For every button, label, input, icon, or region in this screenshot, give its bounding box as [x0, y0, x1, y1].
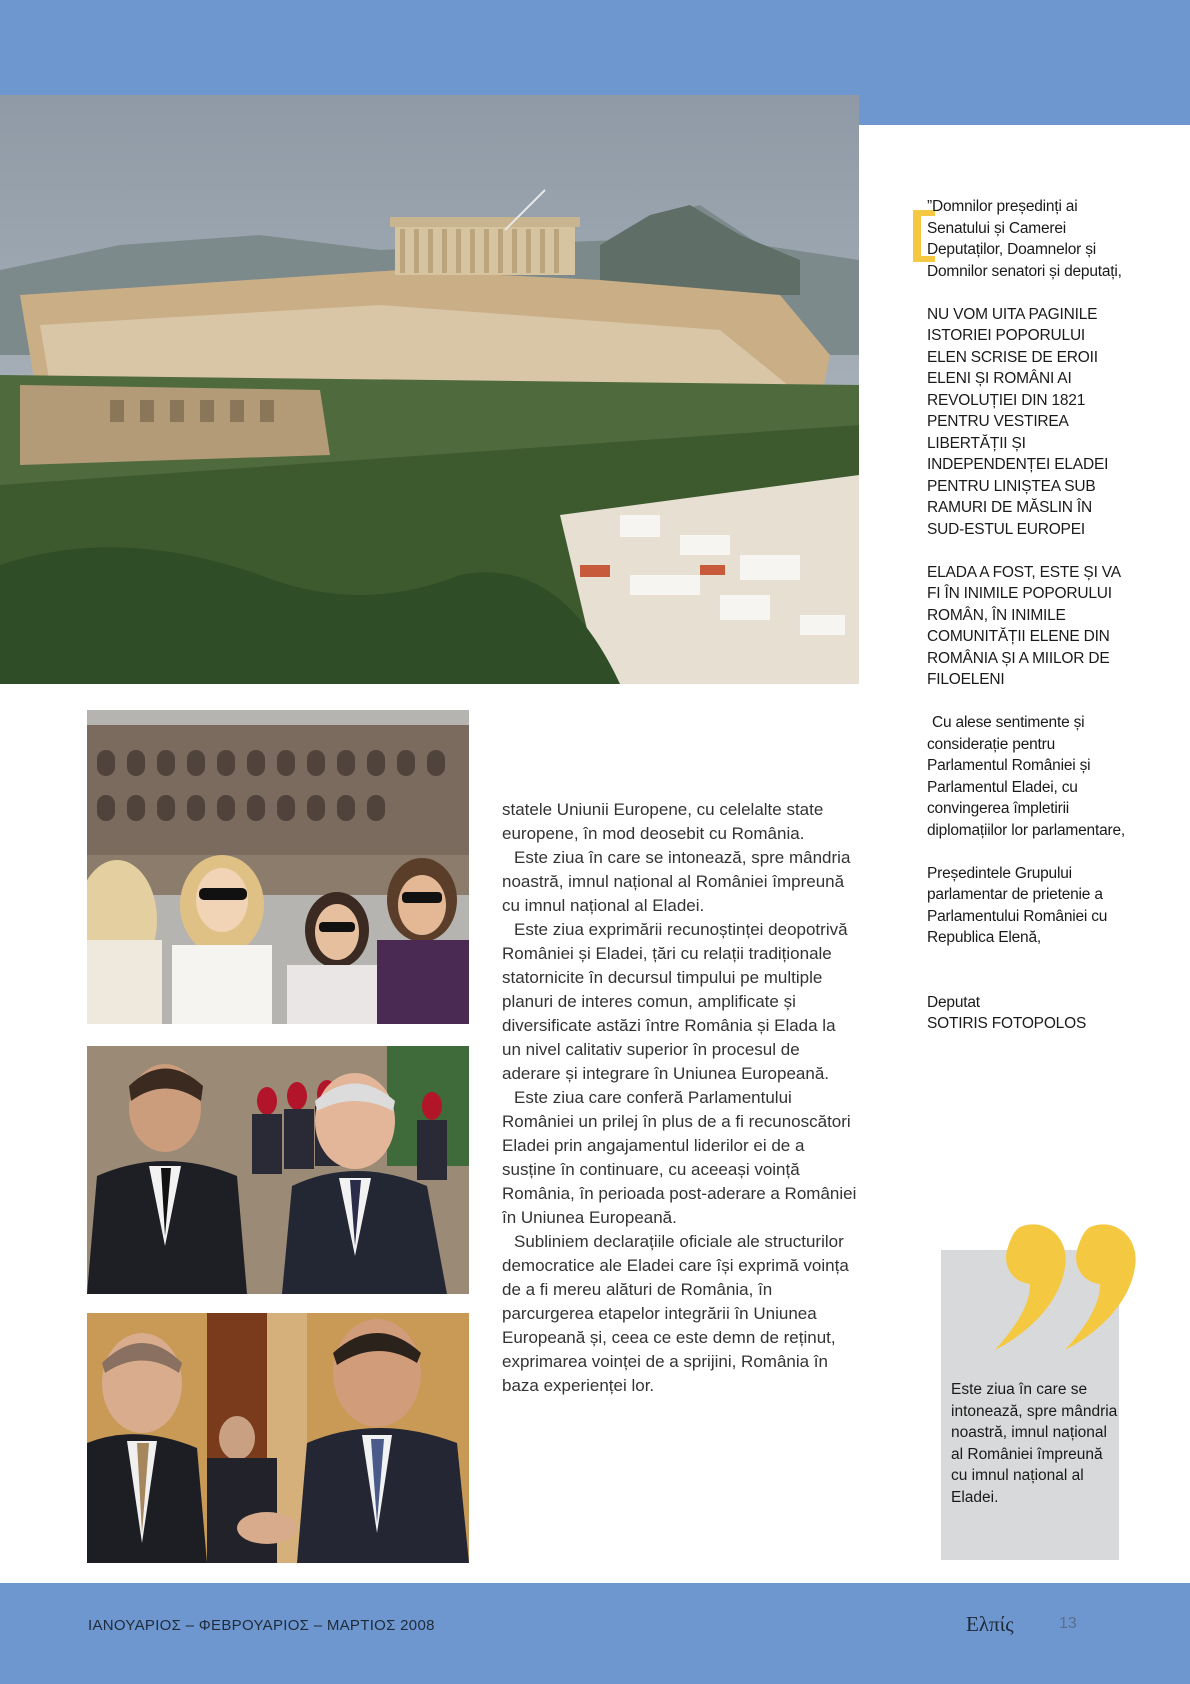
leaders-photo: [87, 1046, 469, 1294]
sidebar-declaration: NU VOM UITA PAGINILE ISTORIEI POPORULUI ELEN SCRISE DE EROII ELENI ȘI ROMÂNI AI REVOLUȚIEI DIN 1821 PENTRU VESTIREA LIBERTĂȚII ȘI INDEPENDENȚEI ELADEI PENTRU LINIȘTEA SUB RAMURI DE MĂSLIN ÎN SUD-ESTUL EUROPEI: [927, 305, 1109, 538]
signature-name: SOTIRIS FOTOPOLOS: [927, 1015, 1087, 1032]
signature-title: Deputat: [927, 993, 980, 1011]
politicians-photo: [87, 1313, 469, 1563]
sidebar-letter: [927, 196, 1127, 1056]
acropolis-photo: [0, 95, 859, 684]
body-paragraph: Este ziua în care se intonează, spre mândria noastră, imnul național al României împreună cu imnul național al Eladei.: [502, 848, 851, 915]
body-paragraph: Este ziua care conferă Parlamentului României un prilej în plus de a fi recunoscători Eladei prin angajamentul liderilor ei de a susține în continuare, cu aceeași voință România, în perioada post-aderare a României în Uniunea Europeană.: [502, 1088, 857, 1227]
sidebar-elada: ELADA A FOST, ESTE ȘI VA FI ÎN INIMILE POPORULUI ROMÂN, ÎN INIMILE COMUNITĂȚII ELENE DIN ROMÂNIA ȘI A MIILOR DE FILOELENI: [927, 563, 1121, 688]
body-paragraph: Este ziua exprimării recunoștinței deopotrivă României și Eladei, țări cu relații tradiționale statornicite în decursul timpului pe multiple planuri de interes comun, amplificate și diversificate astăzi între România și Elada la un nivel calitativ superior în procesul de aderare și integrare în Uniunea Europeană.: [502, 920, 848, 1083]
footer-magazine-title: Ελπίς: [966, 1612, 1014, 1636]
sidebar-greeting: ”Domnilor președinți ai Senatului și Camerei Deputaților, Doamnelor și Domnilor senatori și deputați,: [927, 198, 1122, 280]
colosseum-photo: [87, 710, 469, 1024]
page-number: 13: [1059, 1615, 1077, 1632]
body-paragraph: statele Uniunii Europene, cu celelalte state europene, în mod deosebit cu România.: [502, 800, 824, 843]
footer-issue-date: ΙΑΝΟΥΑΡΙΟΣ – ΦΕΒΡΟΥΑΡΙΟΣ – ΜΑΡΤΙΟΣ 2008: [88, 1617, 435, 1634]
sidebar-role: Președintele Grupului parlamentar de prietenie a Parlamentului României cu Republica Elenă,: [927, 864, 1108, 946]
body-paragraph: Subliniem declarațiile oficiale ale structurilor democratice ale Eladei care își exprimă voința de a fi mereu alături de România, în parcurgerea etapelor integrării în Uniunea Europeană și, ceea ce este demn de reținut, exprimarea voinței de a sprijini, România în baza experienței lor.: [502, 1232, 849, 1395]
pull-quote-text: Este ziua în care se intonează, spre mândria noastră, imnul național al României împreună cu imnul național al Eladei.: [951, 1381, 1118, 1506]
sidebar-closing: Cu alese sentimente și considerație pentru Parlamentul României și Parlamentul Eladei, cu convingerea împletirii diplomațiilor lor parlamentare,: [927, 714, 1125, 839]
sidebar-signature: [927, 992, 1127, 1035]
closing-quote-icon: [990, 1222, 1140, 1352]
body-text-column: [502, 798, 857, 1398]
